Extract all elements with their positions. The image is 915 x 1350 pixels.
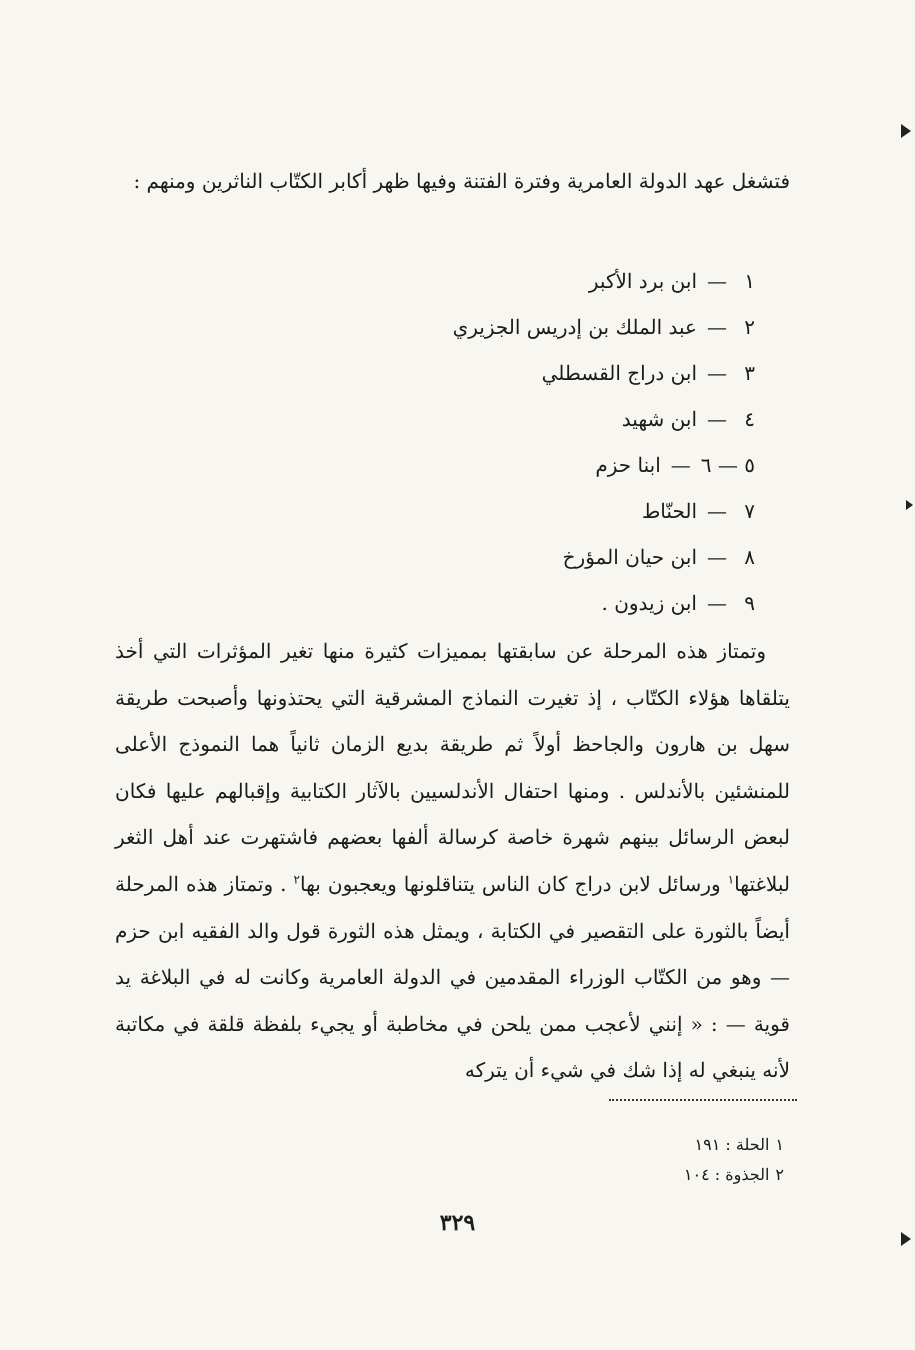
item-number: ٧ [744,499,755,523]
body-text: . وتمتاز هذه المرحلة أيضاً بالثورة على التقصير في الكتابة ، ويمثل هذه الثورة قول والد الفقيه ابن حزم — وهو من الكتّاب الوزراء المقدمين في الدولة العامرية وكانت له في البلاغة يد قوية — : « إنني لأعجب ممن يلحن في مخاطبة أو يجيء بلفظة قلقة في مكاتبة لأنه ينبغي له إذا شك في شيء أن يتركه [115,871,790,1083]
footnotes [684,1130,784,1190]
item-number: ٤ [744,407,755,431]
list-item: ٥ — ٦—ابنا حزم [453,442,755,488]
footnote [684,1130,784,1160]
item-number: ٨ [744,545,755,569]
item-name: ابن زيدون . [601,591,697,615]
footnote-ref: ٢ [293,872,300,887]
item-name: الحنّاط [641,499,697,523]
item-number: ٢ [744,315,755,339]
item-name: ابن شهيد [621,407,697,431]
list-item: ٧—الحنّاط [453,488,755,534]
footnote [684,1160,784,1190]
item-name: ابن برد الأكبر [588,269,697,293]
footnote-text: الحلة : ١٩١ [694,1135,770,1154]
list-item: ٢—عبد الملك بن إدريس الجزيري [453,304,755,350]
list-item: ٩—ابن زيدون . [453,580,755,626]
item-name: ابن دراج القسطلي [541,361,697,385]
footnote-number: ١ [775,1135,784,1154]
margin-mark [901,124,911,138]
body-text: وتمتاز هذه المرحلة عن سابقتها بمميزات كثيرة منها تغير المؤثرات التي أخذ يتلقاها هؤلاء الكتّاب ، إذ تغيرت النماذج المشرقية التي يحتذونها وأصبحت طريقة سهل بن هارون والجاحظ أولاً ثم طريقة بديع الزمان ثانياً هما النموذج الأعلى للمنشئين بالأندلس . ومنها احتفال الأندلسيين بالآثار الكتابية وإقبالهم عليها فكان لبعض الرسائل بينهم شهرة خاصة كرسالة ألفها بعضهم فاشتهرت عند أهل الثغر لبلاغتها [115,639,790,896]
margin-mark [906,500,913,510]
intro-paragraph: فتشغل عهد الدولة العامرية وفترة الفتنة وفيها ظهر أكابر الكتّاب الناثرين ومنهم : [133,169,790,193]
item-name: ابن حيان المؤرخ [562,545,697,569]
list-item: ٨—ابن حيان المؤرخ [453,534,755,580]
list-item: ٣—ابن دراج القسطلي [453,350,755,396]
footnote-text: الجذوة : ١٠٤ [683,1165,770,1184]
item-number: ٣ [744,361,755,385]
footnote-ref: ١ [727,872,735,887]
body-text: ورسائل لابن دراج كان الناس يتناقلونها ويعجبون بها [299,871,728,896]
list-item: ١—ابن برد الأكبر [453,258,755,304]
body-paragraph [115,628,790,1094]
list-item: ٤—ابن شهيد [453,396,755,442]
item-number: ٩ [744,591,755,615]
item-number: ٥ — ٦ [700,453,755,477]
item-name: ابنا حزم [595,453,661,477]
item-number: ١ [744,269,755,293]
footnote-divider [609,1099,797,1101]
page-number: ٣٢٩ [439,1210,476,1236]
authors-list [453,258,755,626]
item-name: عبد الملك بن إدريس الجزيري [452,315,697,339]
footnote-number: ٢ [775,1165,784,1184]
